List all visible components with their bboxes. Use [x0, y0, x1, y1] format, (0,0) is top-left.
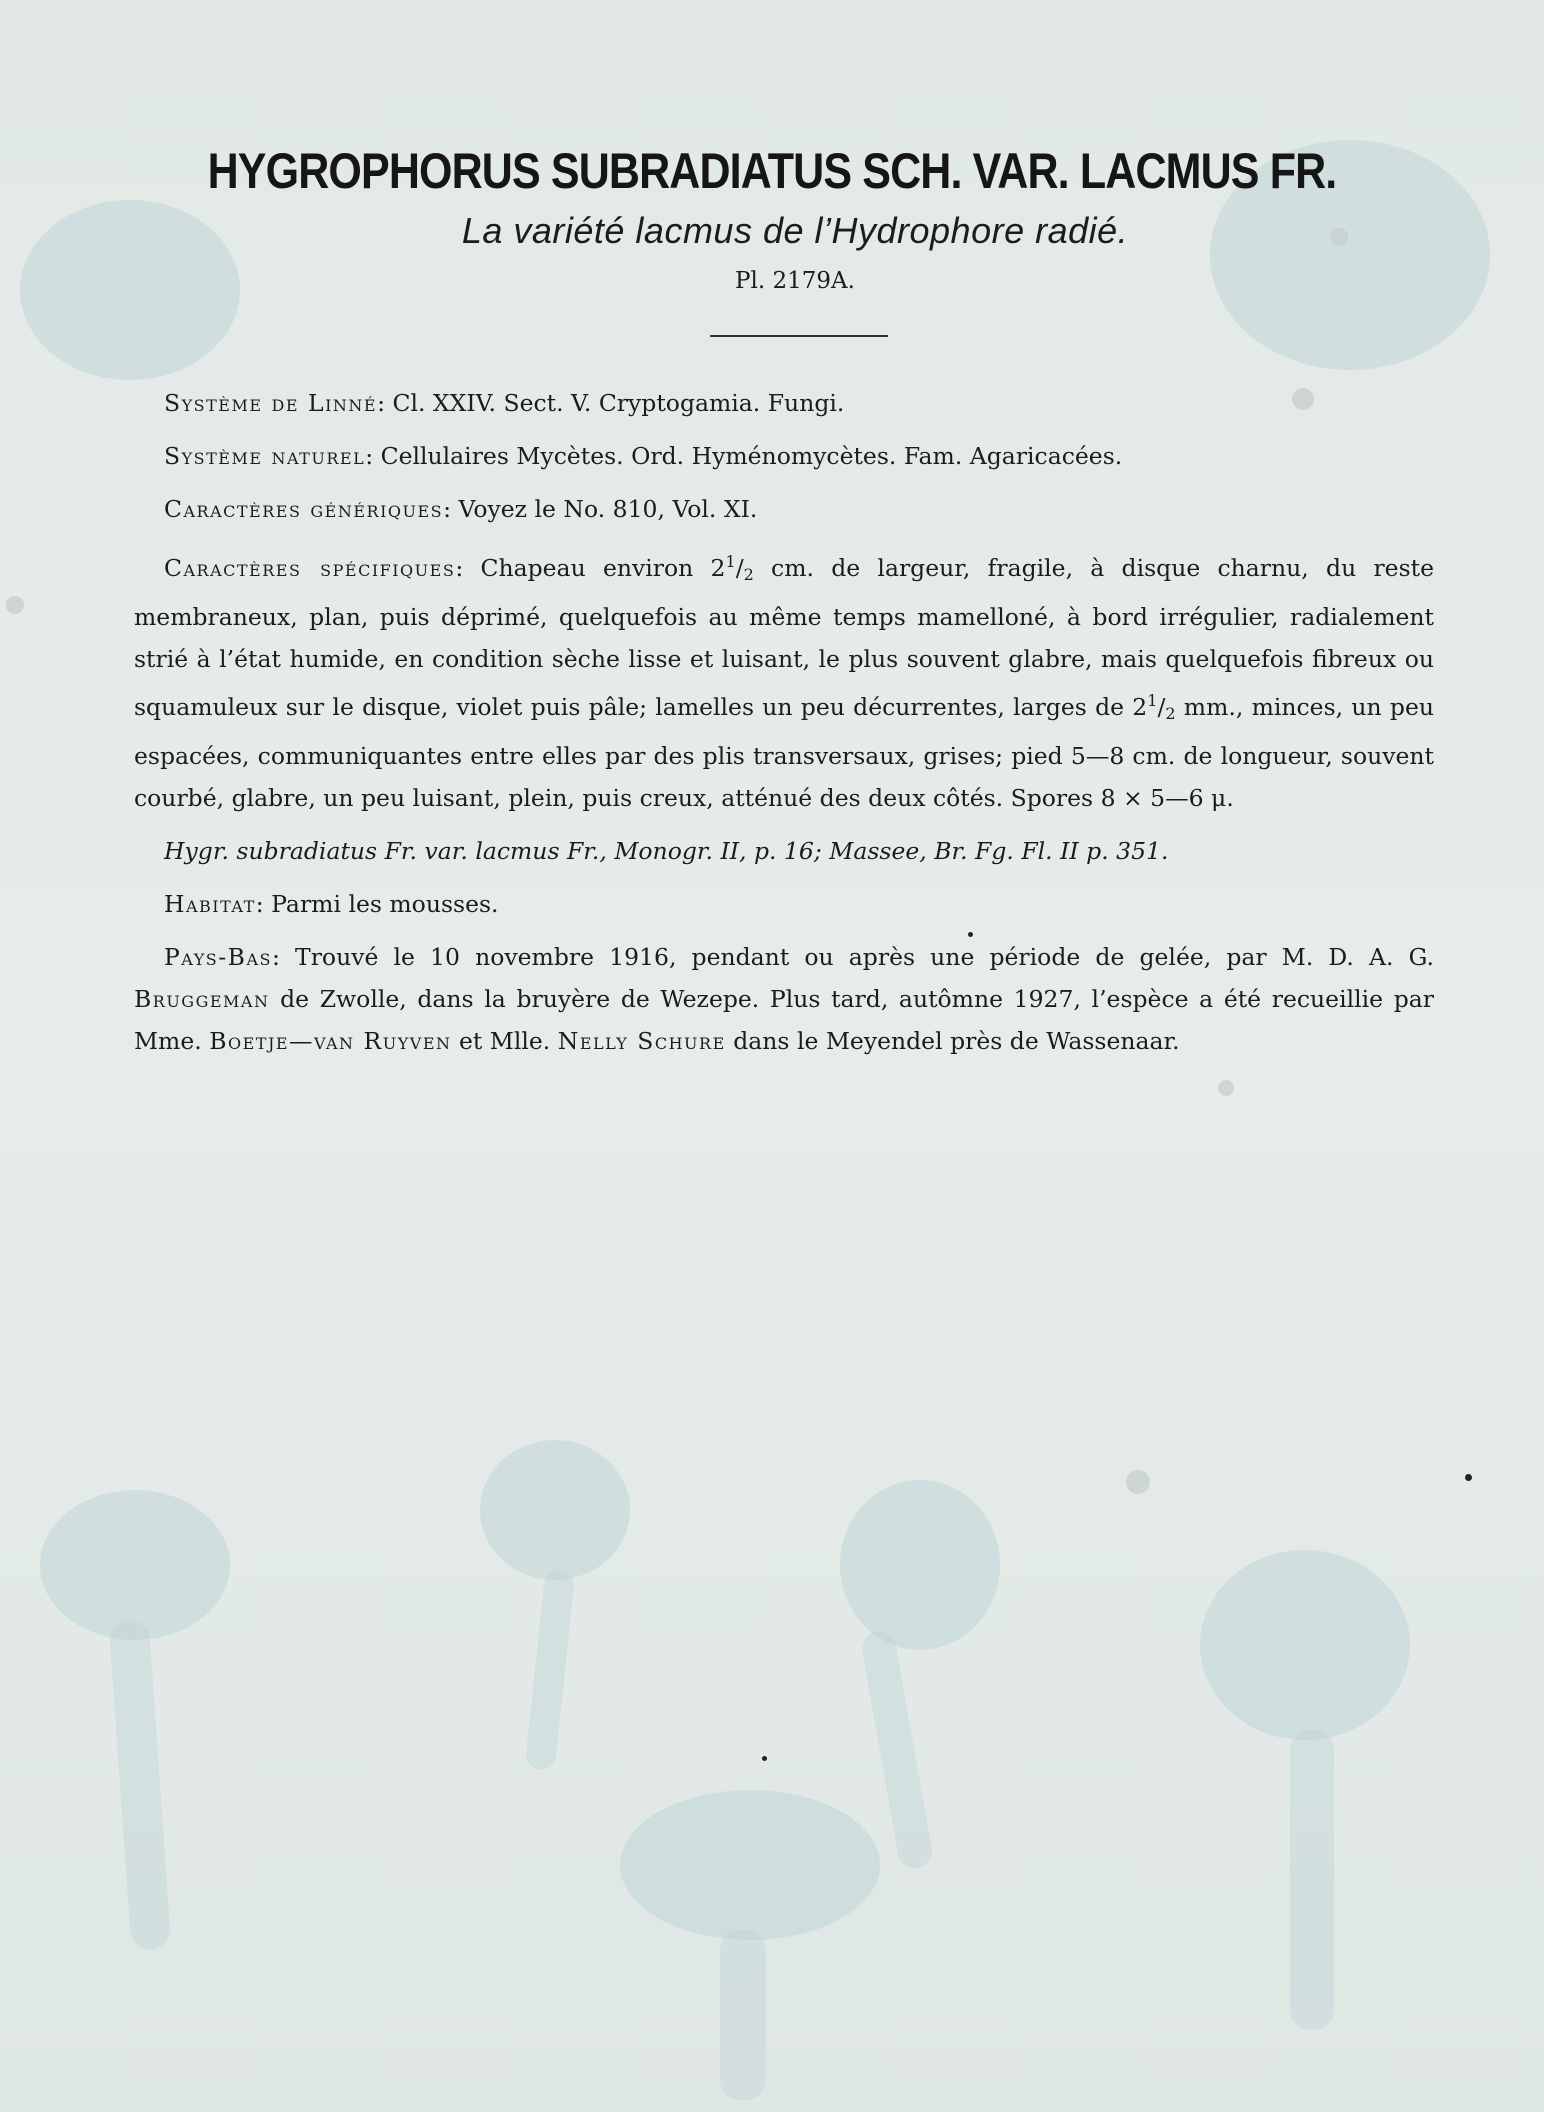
french-common-name: La variété lacmus de l’Hydrophore radié.: [461, 210, 1129, 251]
paper-speck: [1218, 1080, 1234, 1096]
generiques-text: Voyez le No. 810, Vol. XI.: [458, 495, 758, 523]
specifiques-label: Caractères spécifiques: [164, 554, 456, 582]
habitat-paragraph: Habitat: Parmi les mousses.: [164, 890, 499, 918]
title-divider: [710, 335, 888, 337]
specifiques-text-a: Chapeau environ 2: [480, 554, 726, 582]
show-through-stem: [525, 1569, 576, 1771]
show-through-cap: [620, 1790, 880, 1940]
habitat-text: Parmi les mousses.: [271, 890, 499, 918]
show-through-cap: [1200, 1550, 1410, 1740]
show-through-stem: [720, 1930, 766, 2100]
naturel-label: Système naturel: [164, 442, 366, 470]
paysbas-text-a: Trouvé le 10 novembre 1916, pendant ou après une période de gelée, par M. D. A. G.: [295, 943, 1434, 971]
fraction-half: $^1/_2$: [725, 552, 754, 584]
naturel-paragraph: Système naturel: Cellulaires Mycètes. Ord. Hyménomycètes. Fam. Agaricacées.: [164, 442, 1123, 470]
paysbas-text-b: de Zwolle, dans la bruyère de Wezepe. Plus tard, autômne 1927, l’espèce a été recueillie par Mme.: [134, 985, 1434, 1055]
ink-dot: [762, 1756, 767, 1761]
linne-label: Système de Linné: [164, 389, 378, 417]
show-through-stem: [109, 1619, 172, 1951]
page-title: HYGROPHORUS SUBRADIATUS SCH. VAR. LACMUS FR.: [207, 143, 1337, 199]
paper-speck: [6, 596, 24, 614]
generiques-label: Caractères génériques: [164, 495, 444, 523]
show-through-cap: [40, 1490, 230, 1640]
paysbas-label: Pays-Bas: [164, 943, 272, 971]
ink-dot: [1465, 1474, 1472, 1481]
collector-name: Nelly Schure: [557, 1027, 726, 1055]
paper-speck: [1126, 1470, 1150, 1494]
habitat-label: Habitat: [164, 890, 256, 918]
fraction-half: $^1/_2$: [1147, 691, 1176, 723]
paysbas-text-d: dans le Meyendel près de Wassenaar.: [725, 1027, 1180, 1055]
show-through-cap: [840, 1480, 1000, 1650]
description-body: [134, 382, 1434, 1073]
show-through-cap: [480, 1440, 630, 1580]
collector-name: Bruggeman: [134, 985, 270, 1013]
paysbas-text-c: et Mlle.: [451, 1027, 558, 1055]
show-through-stem: [859, 1629, 934, 1871]
paysbas-paragraph: Pays-Bas: Trouvé le 10 novembre 1916, pendant ou après une période de gelée, par M. D. A. G. Bruggeman de Zwolle, dans la bruyère de Wezepe. Plus tard, autômne 1927, l’espèce a été recueillie par Mme. Boetje—van Ruyven et Mlle. Nelly Schure dans le Meyendel près de Wassenaar.: [134, 943, 1434, 1055]
linne-paragraph: Système de Linné: Cl. XXIV. Sect. V. Cryptogamia. Fungi.: [164, 389, 845, 417]
generiques-paragraph: Caractères génériques: Voyez le No. 810, Vol. XI.: [164, 495, 758, 523]
literature-reference: Hygr. subradiatus Fr. var. lacmus Fr., Monogr. II, p. 16; Massee, Br. Fg. Fl. II p. 351.: [164, 837, 1169, 865]
specifiques-text-b: cm. de largeur, fragile, à disque charnu, du reste membraneux, plan, puis déprimé, quelquefois au même temps mamelloné, à bord irrégulier, radialement strié à l’état humide, en condition sèche lisse et luisant, le plus souvent glabre, mais quelquefois fibreux ou squamuleux sur le disque, violet puis pâle; lamelles un peu décurrentes, larges de 2: [134, 554, 1435, 721]
collector-name: Boetje—van Ruyven: [209, 1027, 452, 1055]
specifiques-text-c: mm., minces, un peu espacées, communiquantes entre elles par des plis transversaux, grises; pied 5—8 cm. de longueur, souvent courbé, glabre, un peu luisant, plein, puis creux, atténué des deux côtés. Spores 8 × 5—6 μ.: [134, 693, 1434, 812]
specifiques-paragraph: Caractères spécifiques: Chapeau environ $2^1/_2$ cm. de largeur, fragile, à disque charnu, du reste membraneux, plan, puis déprimé, quelquefois au même temps mamelloné, à bord irrégulier, radialement strié à l’état humide, en condition sèche lisse et luisant, le plus souvent glabre, mais quelquefois fibreux ou squamuleux sur le disque, violet puis pâle; lamelles un peu décurrentes, larges de $2^1/_2$ mm., minces, un peu espacées, communiquantes entre elles par des plis transversaux, grises; pied 5—8 cm. de longueur, souvent courbé, glabre, un peu luisant, plein, puis creux, atténué des deux côtés. Spores 8 × 5—6 μ.: [134, 552, 1435, 812]
linne-text: Cl. XXIV. Sect. V. Cryptogamia. Fungi.: [392, 389, 845, 417]
plate-number: Pl. 2179A.: [735, 268, 855, 294]
show-through-stem: [1290, 1730, 1334, 2030]
naturel-text: Cellulaires Mycètes. Ord. Hyménomycètes. Fam. Agaricacées.: [380, 442, 1123, 470]
